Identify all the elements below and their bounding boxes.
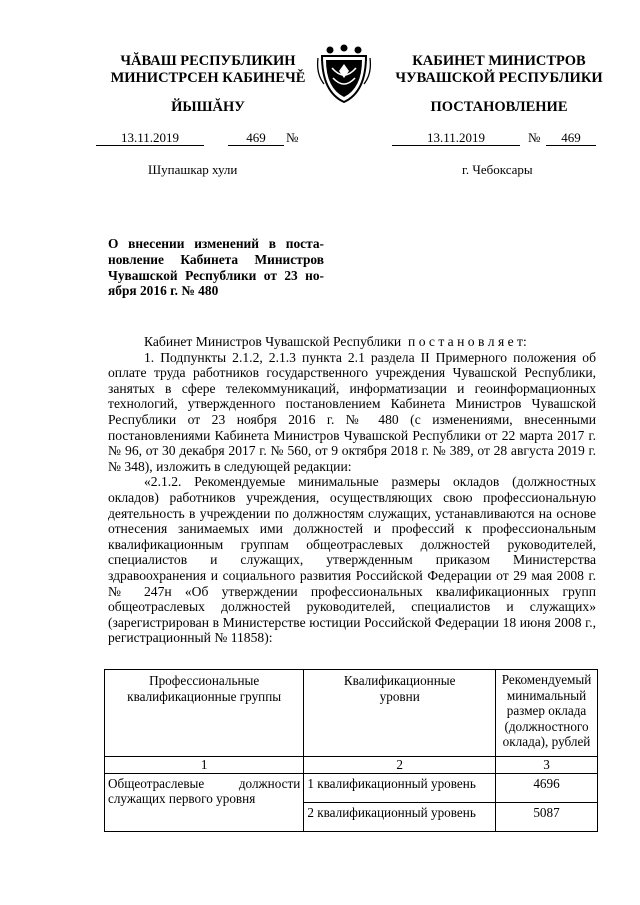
left-number-sign: № xyxy=(286,130,299,145)
group-cell: Общеотраслевые должности служащих первого уровня xyxy=(105,773,304,831)
right-org-name xyxy=(386,53,612,87)
right-org-line-2: ЧУВАШСКОЙ РЕСПУБЛИКИ xyxy=(395,70,603,86)
table-column-numbers-row xyxy=(105,757,598,774)
paragraph-1: 1. Подпункты 2.1.2, 2.1.3 пункта 2.1 раздела II Примерного положения об оплате труда работников государственного учреждения Чувашской Республики, занятых в сфере телекоммуникаций, информатизации и геоинформационных технологий, утвержденного постановлением Кабинета Министров Чувашской Республики от 23 ноября 2016 г. № 480 (с изменениями, внесенными постановлениями Кабинета Министров Чувашской Республики от 22 марта 2017 г. № 96, от 30 декабря 2017 г. № 560, от 9 октября 2018 г. № 389, от 28 августа 2019 г. № 348), изложить в следующей редакции: xyxy=(108,349,596,474)
coat-of-arms-emblem xyxy=(316,44,372,106)
col-number-cell: 1 xyxy=(105,757,304,774)
salary-cell: 5087 xyxy=(496,802,598,831)
document-body xyxy=(108,334,596,646)
resolves-text: п о с т а н о в л я е т: xyxy=(408,334,527,349)
intro-text: Кабинет Министров Чувашской Республики xyxy=(144,334,402,349)
level-cell: 1 квалификационный уровень xyxy=(304,773,496,802)
title-line: Чувашской Республики от 23 но- xyxy=(108,267,324,283)
document-title xyxy=(108,236,324,299)
title-line: новление Кабинета Министров xyxy=(108,251,324,267)
left-city: Шупашкар хули xyxy=(148,162,238,177)
left-org-line-2: МИНИСТРСЕН КАБИНЕЧĚ xyxy=(110,70,306,86)
header-cell-groups: Профессиональные квалификационные группы xyxy=(105,670,304,757)
left-doc-type: ЙЫШĂНУ xyxy=(171,99,245,115)
right-number: 469 xyxy=(546,130,596,146)
salary-table xyxy=(104,669,598,832)
title-line: О внесении изменений в поста- xyxy=(108,236,324,251)
left-org-line-1: ЧĂВАШ РЕСПУБЛИКИН xyxy=(120,53,296,69)
table-header-row xyxy=(105,670,598,757)
right-org-line-1: КАБИНЕТ МИНИСТРОВ xyxy=(412,53,586,69)
left-org-name xyxy=(108,53,308,87)
col-number-cell: 2 xyxy=(304,757,496,774)
header-cell-salary: Рекомендуемый минимальный размер оклада (должностного оклада), рублей xyxy=(496,670,598,757)
right-city: г. Чебоксары xyxy=(462,162,533,177)
intro-paragraph xyxy=(108,334,596,350)
title-line: ября 2016 г. № 480 xyxy=(108,283,219,299)
col-number-cell: 3 xyxy=(496,757,598,774)
right-number-sign: № xyxy=(528,130,541,145)
right-date: 13.11.2019 xyxy=(392,130,520,146)
level-cell: 2 квалификационный уровень xyxy=(304,802,496,831)
header-cell-levels: Квалификационные уровни xyxy=(304,670,496,757)
paragraph-2: «2.1.2. Рекомендуемые минимальные размеры окладов (должностных окладов) работников учреждения, осуществляющих свою профессиональную деятельность в учреждении по должностям служащих, устанавливаются на основе отнесения занимаемых ими должностей и профессий к профессиональным квалификационным группам общеотраслевых должностей руководителей, специалистов и служащих, утвержденным приказом Министерства здравоохранения и социального развития Российской Федерации от 29 мая 2008 г. № 247н «Об утверждении профессиональных квалификационных групп общеотраслевых должностей руководителей, специалистов и служащих» (зарегистрирован в Министерстве юстиции Российской Федерации 18 июня 2008 г., регистрационный № 11858): xyxy=(108,474,596,646)
left-number: 469 xyxy=(228,130,284,146)
salary-cell: 4696 xyxy=(496,773,598,802)
right-doc-type: ПОСТАНОВЛЕНИЕ xyxy=(430,99,568,115)
table-row xyxy=(105,773,598,802)
left-date: 13.11.2019 xyxy=(96,130,204,146)
